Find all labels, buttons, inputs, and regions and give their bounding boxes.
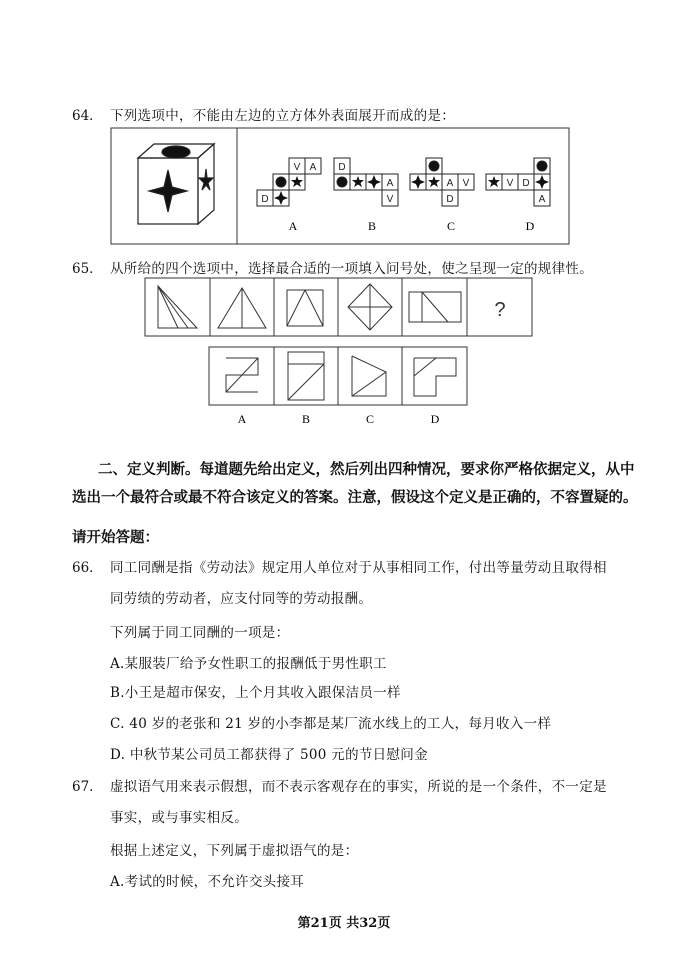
- q67-line2: 事实，或与事实相反。: [110, 810, 248, 826]
- svg-text:D: D: [261, 194, 269, 205]
- net-c: [410, 158, 474, 206]
- svg-text:A: A: [446, 178, 454, 189]
- net-d: [486, 158, 550, 206]
- q67-prompt: 根据上述定义，下列属于虚拟语气的是：: [110, 843, 359, 859]
- q65-fig-2: [218, 288, 266, 328]
- q67-line1: 虚拟语气用来表示假想，而不表示客观存在的事实，所说的是一个条件，不一定是: [110, 779, 607, 795]
- cube-image: [138, 144, 214, 224]
- q66-option-b: B.小王是超市保安，上个月其收入跟保洁员一样: [110, 685, 401, 701]
- net-b: [334, 158, 398, 206]
- q65-fig-1: [158, 286, 197, 328]
- start-answer-label: 请开始答题：: [72, 530, 159, 546]
- q64-option-c-label: C: [446, 219, 456, 233]
- q64-option-a-label: A: [288, 219, 298, 233]
- q66-option-c: C. 40 岁的老张和 21 岁的小李都是某厂流水线上的工人，每月收入一样: [110, 716, 552, 732]
- q66-option-a: A.某服装厂给予女性职工的报酬低于男性职工: [110, 656, 387, 672]
- svg-text:D: D: [338, 162, 346, 173]
- q65-fig-3: [287, 290, 323, 326]
- q64-number: 64．: [72, 108, 103, 124]
- q64-text: 下列选项中，不能由左边的立方体外表面展开而成的是：: [110, 108, 455, 124]
- q64-figure: [0, 124, 688, 254]
- q65-option-c-figure: [352, 356, 386, 396]
- q66-line2: 同劳绩的劳动者，应支付同等的劳动报酬。: [110, 591, 373, 607]
- svg-text:A: A: [309, 162, 317, 173]
- svg-text:A: A: [386, 178, 394, 189]
- section-heading-line1: 二、定义判断。每道题先给出定义，然后列出四种情况，要求你严格依据定义，从中: [98, 462, 635, 478]
- svg-text:V: V: [293, 162, 301, 173]
- q65-fig-4: [348, 284, 392, 330]
- q66-line1: 同工同酬是指《劳动法》规定用人单位对于从事相同工作，付出等量劳动且取得相: [110, 560, 607, 576]
- q65-question-mark: ?: [494, 299, 506, 321]
- q66-prompt: 下列属于同工同酬的一项是：: [110, 625, 290, 641]
- q67-option-a: A.考试的时候，不允许交头接耳: [110, 874, 305, 890]
- svg-text:A: A: [538, 194, 546, 205]
- svg-text:D: D: [446, 194, 454, 205]
- q64-option-b-label: B: [367, 219, 377, 233]
- q65-option-d-label: D: [430, 412, 440, 426]
- page-footer: 第21页 共32页: [297, 916, 391, 931]
- q65-option-b-label: B: [301, 412, 311, 426]
- q65-option-c-label: C: [365, 412, 375, 426]
- q65-option-a-figure: [226, 358, 258, 392]
- svg-text:V: V: [462, 178, 470, 189]
- q67-number: 67．: [72, 779, 103, 795]
- svg-text:D: D: [522, 178, 530, 189]
- q65-option-b-figure: [288, 352, 324, 400]
- q65-fig-5: [409, 292, 461, 322]
- q65-figure: [0, 272, 688, 432]
- q64-option-d-label: D: [525, 219, 535, 233]
- q65-option-d-figure: [414, 358, 456, 396]
- q65-text: 从所给的四个选项中，选择最合适的一项填入问号处，使之呈现一定的规律性。: [110, 261, 593, 277]
- q66-option-d: D. 中秋节某公司员工都获得了 500 元的节日慰问金: [110, 747, 428, 763]
- section-heading-line2: 选出一个最符合或最不符合该定义的答案。注意，假设这个定义是正确的，不容置疑的。: [72, 490, 638, 506]
- svg-text:V: V: [506, 178, 514, 189]
- q65-option-a-label: A: [237, 412, 247, 426]
- q65-number: 65．: [72, 261, 103, 277]
- net-a: [257, 158, 321, 206]
- svg-text:V: V: [386, 194, 394, 205]
- q66-number: 66．: [72, 560, 103, 576]
